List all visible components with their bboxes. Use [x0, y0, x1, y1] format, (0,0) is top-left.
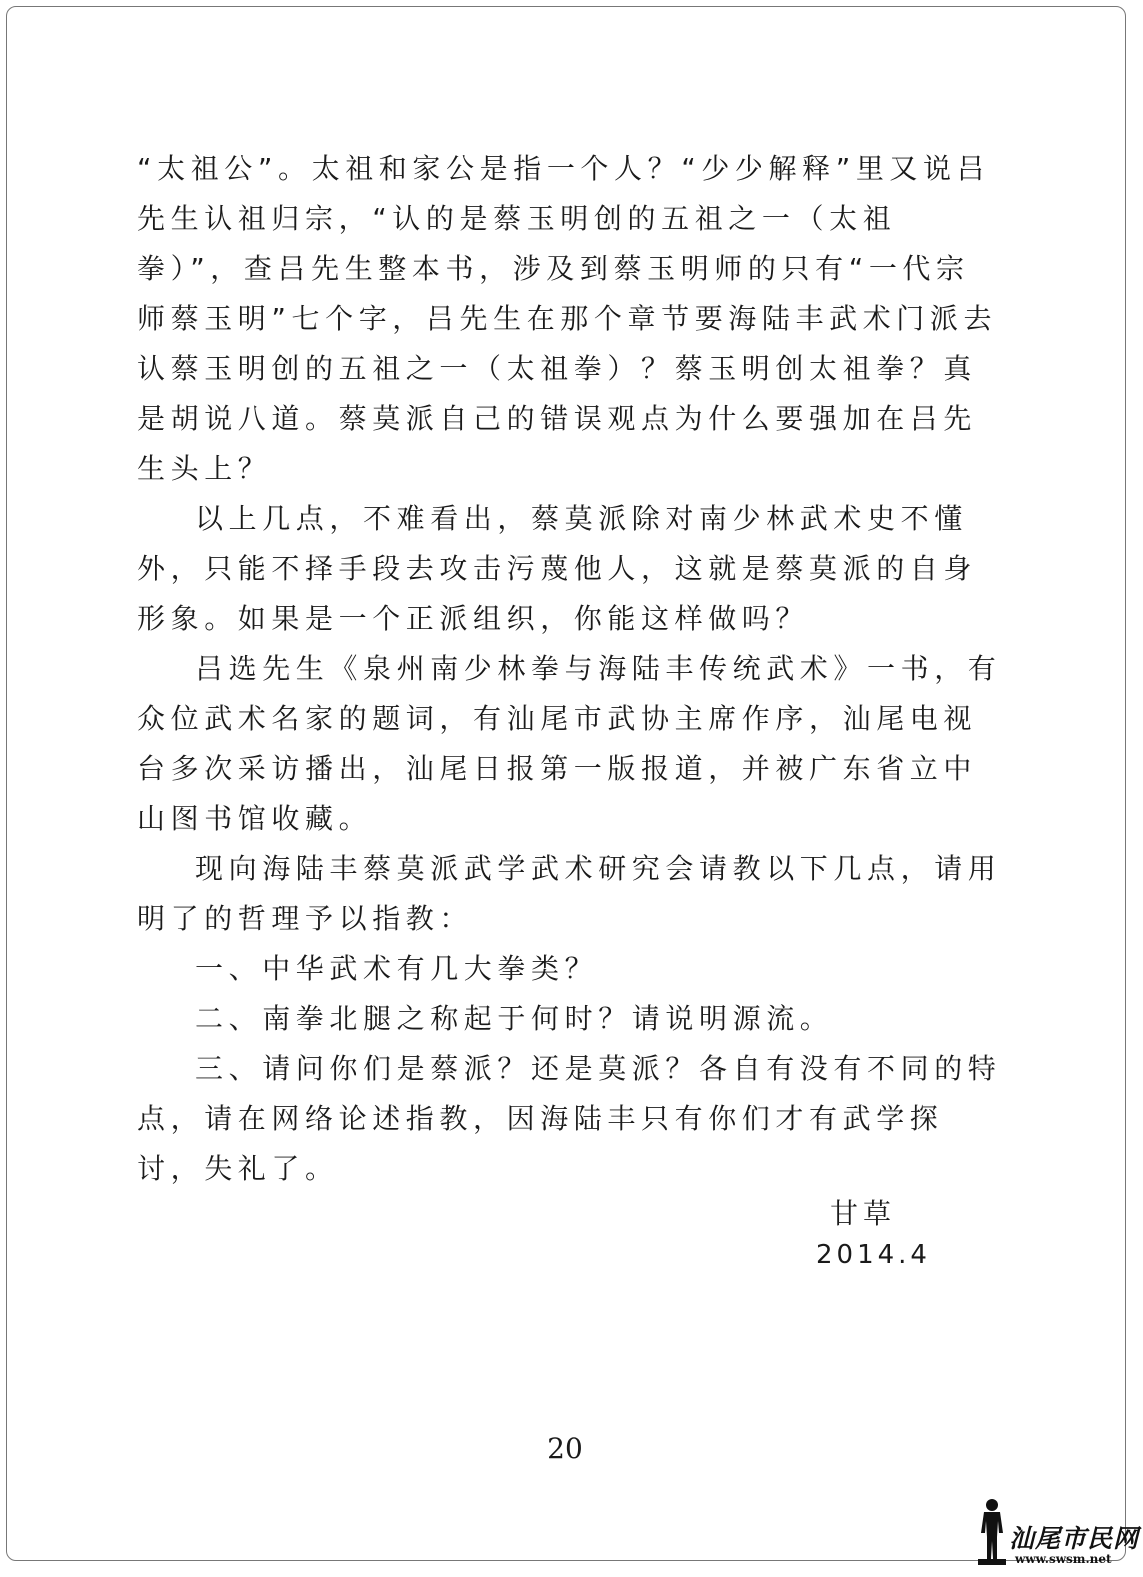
- watermark: [975, 1497, 1140, 1567]
- paragraph-4: 现向海陆丰蔡莫派武学武术研究会请教以下几点，请用明了的哲理予以指教：: [137, 852, 1002, 935]
- watermark-url: www.swsm.net: [1015, 1552, 1112, 1566]
- signature-author: 甘草: [830, 1197, 897, 1230]
- question-2: 二、南拳北腿之称起于何时？请说明源流。: [195, 1002, 834, 1035]
- paragraph-2: 以上几点，不难看出，蔡莫派除对南少林武术史不懂外，只能不择手段去攻击污蔑他人，这就是蔡莫派的自身形象。如果是一个正派组织，你能这样做吗？: [137, 502, 978, 635]
- question-3: 三、请问你们是蔡派？还是莫派？各自有没有不同的特点，请在网络论述指教，因海陆丰只有你们才有武学探讨，失礼了。: [137, 1052, 1002, 1185]
- paragraph-1: “太祖公”。太祖和家公是指一个人？“少少解释”里又说吕先生认祖归宗，“认的是蔡玉明创的五祖之一（太祖拳）”，查吕先生整本书，涉及到蔡玉明师的只有“一代宗师蔡玉明”七个字，吕先生在那个章节要海陆丰武术门派去认蔡玉明创的五祖之一（太祖拳）？蔡玉明创太祖拳？真是胡说八道。蔡莫派自己的错误观点为什么要强加在吕先生头上？: [137, 152, 998, 485]
- page-number: 20: [547, 1432, 583, 1465]
- watermark-title: 汕尾市民网: [1009, 1524, 1140, 1553]
- paragraph-3: 吕选先生《泉州南少林拳与海陆丰传统武术》一书，有众位武术名家的题词，有汕尾市武协主席作序，汕尾电视台多次采访播出，汕尾日报第一版报道，并被广东省立中山图书馆收藏。: [137, 652, 1002, 835]
- document-body: [137, 144, 1003, 1194]
- standing-figure-icon: [975, 1497, 1009, 1567]
- question-1: 一、中华武术有几大拳类？: [195, 952, 599, 985]
- signature-date: 2014.4: [816, 1240, 931, 1270]
